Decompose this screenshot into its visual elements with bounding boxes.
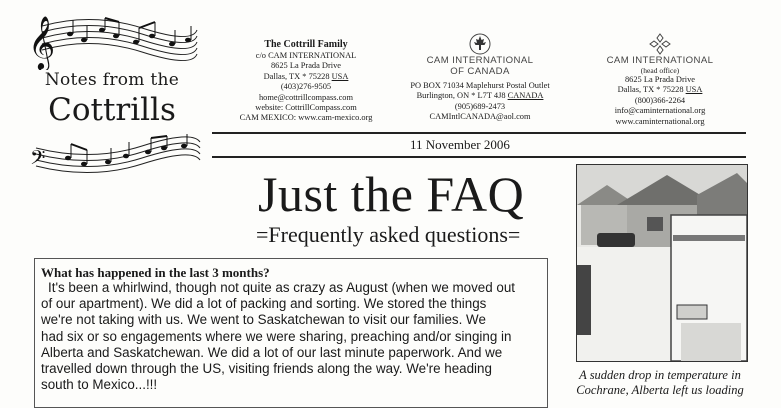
contact-cottrill-family <box>222 38 390 124</box>
caption-line: A sudden drop in temperature in <box>579 368 741 382</box>
page-subtitle: =Frequently asked questions= <box>256 222 521 247</box>
header-rule-bottom <box>212 156 746 158</box>
pobox-line: PO BOX 71034 Maplehurst Postal Outlet <box>410 81 550 90</box>
maple-leaf-icon <box>469 33 491 55</box>
header-rule-top <box>212 132 746 134</box>
street-line: 8625 La Prada Drive <box>270 61 341 71</box>
org-line-1: CAM INTERNATIONAL <box>426 55 534 66</box>
logo-subtitle: Notes from the <box>44 70 180 90</box>
org-line: CAM INTERNATIONAL <box>606 55 714 66</box>
svg-text:𝄢: 𝄢 <box>30 146 46 174</box>
street-line: 8625 La Prada Drive <box>624 75 695 84</box>
faq-answer-line: travelled down through the US, visiting friends along the way. We're heading <box>41 361 492 377</box>
snow-photo <box>576 164 748 362</box>
faq-answer-line: had six or so engagements where we were sharing, preaching and/or singing in <box>41 328 512 344</box>
compass-icon <box>649 33 671 55</box>
faq-answer-line: we're not taking with us. We went to Saskatchewan to visit our families. We <box>41 312 486 328</box>
music-staff-icon <box>22 14 202 70</box>
care-of-line: c/o CAM INTERNATIONAL <box>255 51 357 60</box>
page-title: Just the FAQ <box>258 166 525 222</box>
faq-answer <box>41 280 549 393</box>
phone-line: (905)689-2473 <box>454 101 506 111</box>
faq-answer-line: south to Mexico...!!! <box>41 377 158 393</box>
city-line: Dallas, TX * 75228 USA <box>263 71 349 81</box>
contact-cam-head-office <box>590 33 730 127</box>
org-line-2: OF CANADA <box>450 66 510 77</box>
mexico-link[interactable]: CAM MEXICO: www.cam-mexico.org <box>239 113 373 123</box>
faq-answer-line: Alberta and Saskatchewan. We did a lot of our last minute paperwork. And we <box>41 344 503 360</box>
website-link[interactable]: www.caminternational.org <box>615 116 705 126</box>
family-name: The Cottrill Family <box>264 39 348 50</box>
issue-date: 11 November 2006 <box>410 137 510 152</box>
phone-line: (800)366-2264 <box>634 95 686 105</box>
city-line: Dallas, TX * 75228 USA <box>617 85 703 95</box>
photo-caption <box>560 368 760 398</box>
faq-answer-line: It's been a whirlwind, though not quite as crazy as August (when we moved out <box>48 280 516 295</box>
logo-title: Cottrills <box>48 92 176 128</box>
city-line: Burlington, ON * L7T 4J8 CANADA <box>416 91 544 101</box>
faq-question: What has happened in the last 3 months? <box>41 265 270 280</box>
phone-line: (403)276-9505 <box>280 82 332 92</box>
contact-cam-canada <box>392 33 568 123</box>
email-link[interactable]: info@caminternational.org <box>614 106 706 116</box>
caption-line: Cochrane, Alberta left us loading <box>576 383 744 397</box>
bass-staff-icon <box>22 134 202 180</box>
svg-text:𝄞: 𝄞 <box>28 15 56 69</box>
email-link[interactable]: home@cottrillcompass.com <box>258 92 353 102</box>
faq-box <box>34 258 548 408</box>
email-link[interactable]: CAMIntlCANADA@aol.com <box>429 112 531 122</box>
head-office-label: (head office) <box>640 66 680 75</box>
faq-answer-line: of our apartment). We did a lot of packing and sorting. We stored the things <box>41 296 487 312</box>
snow-photo-image <box>577 165 747 361</box>
newsletter-logo <box>22 14 202 184</box>
website-link[interactable]: website: CottrillCompass.com <box>255 103 357 113</box>
